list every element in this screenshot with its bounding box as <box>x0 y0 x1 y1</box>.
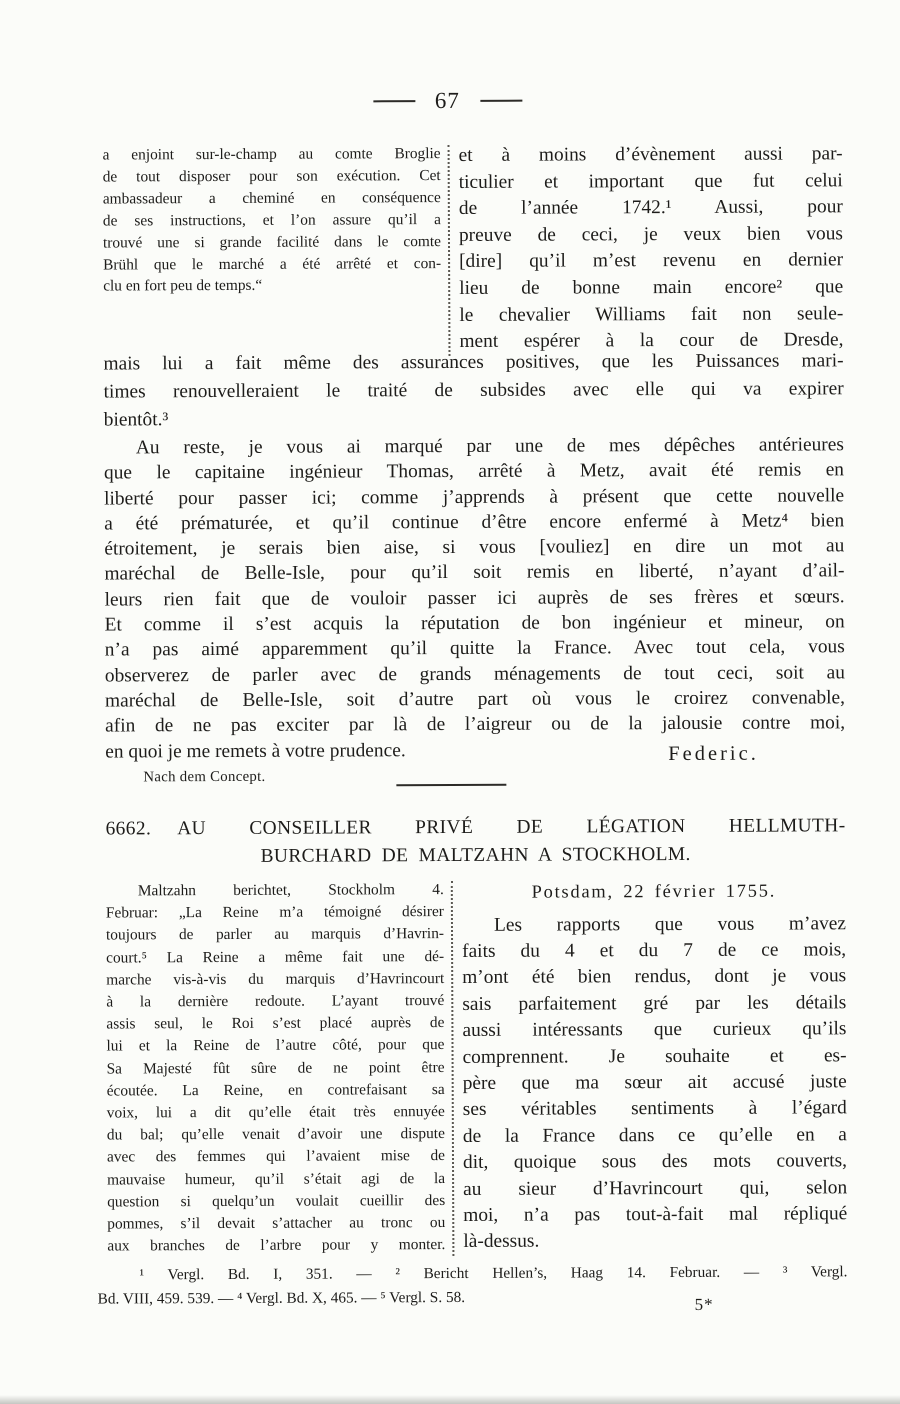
text-line: bientôt.³ <box>103 409 169 431</box>
text-line: pommes, s’il devait s’attacher au tronc ou <box>107 1214 446 1233</box>
text-line: Et comme il s’est acquis la réputation de bon ingénieur et mineur, on <box>104 611 845 636</box>
header-left-dash <box>373 100 415 102</box>
text-line: Maltzahn berichtet, Stockholm 4. <box>137 881 444 900</box>
letter2-heading <box>105 812 845 871</box>
text-line: en quoi je me remets à votre prudence. <box>105 739 406 763</box>
letter1-source-note: Nach dem Concept. <box>143 768 266 786</box>
text-line: dit, quoique sous des mots couverts, <box>462 1150 848 1174</box>
letter2-two-column-section <box>106 877 848 1258</box>
text-line: ticulier et important que fut celui <box>458 169 843 193</box>
text-line: et à moins d’évènement aussi par- <box>458 143 843 166</box>
letter2-body-text <box>462 911 847 1256</box>
text-line: afin de ne pas exciter par là de l’aigreur ou de la jalousie contre moi, <box>105 712 846 737</box>
page-header <box>0 86 897 116</box>
text-line: toujours de parler au marquis d’Havrin- <box>105 925 445 944</box>
letter1-two-column-section <box>103 141 844 357</box>
text-line: Brühl que le marché a été arrêté et con- <box>103 254 442 274</box>
text-line: Au reste, je vous ai marqué par une de mes dépêches antérieures <box>135 434 844 459</box>
text-line: que le capitaine ingénieur Thomas, arrêté à Metz, avait été remis en <box>103 459 845 484</box>
text-line: mauvaise humeur, qu’il s’était agi de la <box>107 1169 446 1189</box>
letter1-paragraph-2 <box>104 432 845 764</box>
text-line: times renouvelleraient le traité de subsides avec elle qui va expirer <box>103 378 844 403</box>
text-line: sais parfaitement gré par les détails <box>462 992 847 1015</box>
text-line: lieu de bonne main encore² que <box>459 276 844 299</box>
text-line: n’a pas aimé apparemment qu’il quitte la France. Avec tout cela, vous <box>104 636 845 661</box>
text-line: au sieur d’Havrincourt qui, selon <box>463 1176 848 1200</box>
text-line: maréchal de Belle-Isle, pour qu’il soit remis en liberté, n’ayant d’ail- <box>104 560 845 585</box>
page-number: 67 <box>434 87 460 114</box>
letter2-number: 6662. <box>105 818 152 840</box>
footnote-line: Bd. VIII, 459. 539. — ⁴ Vergl. Bd. X, 465. — ⁵ Vergl. S. 58. <box>97 1288 466 1308</box>
text-line: ment espérer à la cour de Dresde, <box>459 329 844 353</box>
text-line: mais lui a fait même des assurances positives, que les Puissances mari- <box>103 350 844 375</box>
text-line: à la dernière redoute. L’ayant trouvé <box>106 992 445 1011</box>
section-divider-rule <box>396 784 506 786</box>
text-line: marche vis-à-vis du marquis d’Havrincourt <box>106 969 445 989</box>
text-line: observerez de parler avec de grands ménagements de tout ceci, soit au <box>104 661 845 687</box>
text-line: ambassadeur a cheminé en conséquence <box>102 188 441 208</box>
column-divider-dotted <box>451 881 455 1256</box>
text-line: lui et la Reine de l’autre côté, pour que <box>106 1036 445 1055</box>
letter2-body-column <box>462 877 848 1256</box>
text-line: père que ma sœur ait accusé juste <box>462 1071 847 1094</box>
text-line: étroitement, je serais bien aise, si vous [vouliez] en dire un mot au <box>104 535 845 560</box>
letter2-title-line2: BURCHARD DE MALTZAHN A STOCKHOLM. <box>260 843 691 867</box>
letter2-marginal-summary <box>106 879 446 1258</box>
text-line: voix, lui a dit qu’elle était très ennuyée <box>106 1103 445 1122</box>
text-line: écoutée. La Reine, en contrefaisant sa <box>106 1080 445 1100</box>
text-line: preuve de ceci, je veux bien vous <box>458 223 844 246</box>
text-line: ses véritables sentiments à l’égard <box>462 1097 847 1121</box>
letter1-body-column <box>459 141 844 355</box>
letter1-signature: Federic. <box>668 742 759 766</box>
footnotes <box>97 1260 847 1310</box>
header-right-dash <box>480 100 522 102</box>
letter2-dateline: Potsdam, 22 février 1755. <box>531 880 777 902</box>
text-line: le chevalier Williams fait non seule- <box>459 302 844 326</box>
text-line: clu en fort peu de temps.“ <box>103 277 263 295</box>
text-line: Sa Majesté fût sûre de ne point être <box>106 1058 445 1078</box>
printer-signature-mark: 5* <box>694 1294 714 1314</box>
text-line: maréchal de Belle-Isle, soit d’autre part où vous le croirez convenable, <box>104 687 846 712</box>
text-line: court.⁵ La Reine a même fait une dé- <box>106 947 445 967</box>
text-line: aux branches de l’arbre pour y monter. <box>107 1236 446 1255</box>
text-line: Les rapports que vous m’avez <box>493 912 847 936</box>
text-line: de l’année 1742.¹ Aussi, pour <box>458 196 843 220</box>
letter2-title-line1: AU CONSEILLER PRIVÉ DE LÉGATION HELLMUTH- <box>177 815 846 840</box>
text-line: a été prématurée, et qu’il continue d’être encore enfermé à Metz⁴ bien <box>104 510 845 535</box>
text-line: comprennent. Je souhaite et es- <box>462 1044 847 1068</box>
letter1-marginal-summary <box>103 143 442 357</box>
text-line: trouvé une si grande facilité dans le comte <box>102 232 442 252</box>
text-line: leurs rien fait que de vouloir passer ici auprès de ses frères et sœurs. <box>104 586 845 611</box>
text-line: m’ont été bien rendus, dont je vous <box>462 965 847 989</box>
text-line: aussi intéressants que curieux qu’ils <box>462 1018 847 1042</box>
text-line: de tout disposer pour son exécution. Cet <box>102 166 441 186</box>
text-line: du bal; qu’elle venait d’avoir une dispute <box>106 1125 445 1144</box>
column-divider-dotted <box>448 145 451 356</box>
text-line: de la France dans ce qu’elle en a <box>462 1124 847 1147</box>
text-line: avec des femmes qui l’avaient mise de <box>106 1147 446 1166</box>
text-line: là-dessus. <box>463 1231 540 1253</box>
text-line: Februar: „La Reine m’a témoigné désirer <box>105 903 444 922</box>
text-line: assis seul, le Roi s’est placé auprès de <box>106 1014 445 1033</box>
text-line: [dire] qu’il m’est revenu en dernier <box>459 249 844 273</box>
text-line: question si quelqu’un voulait cueillir des <box>107 1191 446 1211</box>
text-line: liberté pour passer ici; comme j’apprends à présent que cette nouvelle <box>104 484 845 510</box>
text-line: moi, n’a pas tout-à-fait mal répliqué <box>463 1203 848 1227</box>
letter1-paragraph-1 <box>103 347 843 435</box>
text-line: de ses instructions, et l’on assure qu’il a <box>102 210 441 230</box>
footnote-line: ¹ Vergl. Bd. I, 351. — ² Bericht Hellen’s, Haag 14. Februar. — ³ Vergl. <box>139 1263 848 1284</box>
text-line: a enjoint sur-le-champ au comte Broglie <box>102 145 441 164</box>
letter2-heading-line1 <box>105 812 845 843</box>
page-bottom-shadow <box>0 1395 900 1404</box>
text-line: faits du 4 et du 7 de ce mois, <box>462 939 847 962</box>
